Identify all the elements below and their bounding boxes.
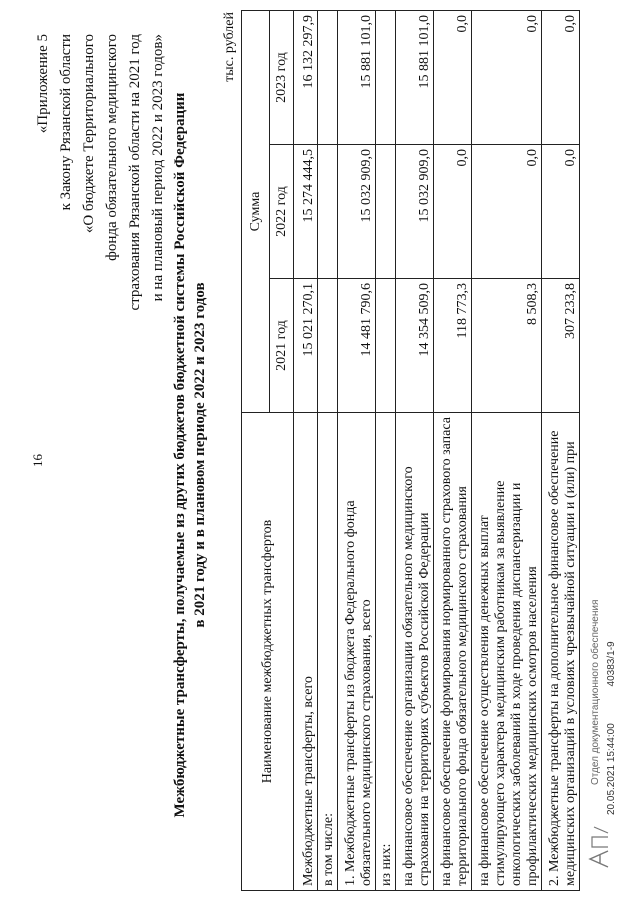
row-name: из них: — [376, 413, 396, 891]
row-name: Межбюджетные трансферты, всего — [294, 413, 318, 891]
column-header-sum: Сумма — [242, 11, 270, 413]
appendix-line: фонда обязательного медицинского — [104, 34, 120, 261]
column-header-year: 2021 год — [270, 279, 294, 413]
units-label: тыс. рублей — [222, 12, 237, 82]
page-number: 16 — [30, 454, 45, 467]
row-value — [318, 11, 338, 145]
row-value — [376, 145, 396, 279]
footer-doc-number: 40383/1-9 — [606, 641, 617, 687]
footer-meta — [606, 607, 617, 815]
row-value: 0,0 — [542, 11, 580, 145]
table-row — [396, 11, 434, 891]
row-name: 1. Межбюджетные трансферты из бюджета Федерального фонда обязательного медицинского страхования, всего — [338, 413, 376, 891]
column-header-name: Наименование межбюджетных трансфертов — [242, 413, 294, 891]
row-value: 0,0 — [472, 145, 542, 279]
appendix-line: и на плановый период 2022 и 2023 годов» — [150, 34, 166, 302]
stamp-caption: Отдел документационного обеспечения — [590, 599, 601, 785]
appendix-line: «Приложение 5 — [35, 34, 51, 134]
row-value: 8 508,3 — [472, 279, 542, 413]
row-value: 15 032 909,0 — [338, 145, 376, 279]
stamp-emblem-icon — [582, 821, 612, 871]
row-value: 118 773,3 — [434, 279, 472, 413]
row-value — [318, 145, 338, 279]
title-line-2: в 2021 году и в плановом периоде 2022 и 2023 годов — [192, 282, 208, 628]
appendix-line: «О бюджете Территориального — [81, 34, 97, 234]
row-name: в том числе: — [318, 413, 338, 891]
row-value: 15 032 909,0 — [396, 145, 434, 279]
row-value: 16 132 297,9 — [294, 11, 318, 145]
column-header-year: 2023 год — [270, 11, 294, 145]
table-row — [294, 11, 318, 891]
row-value: 307 233,8 — [542, 279, 580, 413]
row-value — [318, 279, 338, 413]
table-row — [472, 11, 542, 891]
transfers-table — [241, 10, 580, 891]
appendix-line: страхования Рязанской области на 2021 год — [127, 34, 143, 311]
row-value — [376, 11, 396, 145]
row-value: 0,0 — [472, 11, 542, 145]
footer-datetime: 20.05.2021 15:44:00 — [606, 723, 617, 815]
row-value: 14 481 790,6 — [338, 279, 376, 413]
table-row — [542, 11, 580, 891]
appendix-line: к Закону Рязанской области — [58, 34, 74, 211]
row-value: 15 881 101,0 — [338, 11, 376, 145]
row-value: 15 274 444,5 — [294, 145, 318, 279]
title-line-1: Межбюджетные трансферты, получаемые из других бюджетов бюджетной системы Российской Федерации — [172, 92, 188, 818]
row-name: 2. Межбюджетные трансферты на дополнительное финансовое обеспечение медицинских организаций в условиях чрезвычайной ситуации и (или) при — [542, 413, 580, 891]
row-value: 0,0 — [434, 145, 472, 279]
row-value: 0,0 — [542, 145, 580, 279]
table-row — [434, 11, 472, 891]
row-value — [376, 279, 396, 413]
table-header-row — [242, 11, 270, 891]
row-name: на финансовое обеспечение организации обязательного медицинского страхования на территориях субъектов Российской Федерации — [396, 413, 434, 891]
row-value: 14 354 509,0 — [396, 279, 434, 413]
table-row — [318, 11, 338, 891]
row-name: на финансовое обеспечение формирования нормированного страхового запаса территориального фонда обязательного медицинского страхования — [434, 413, 472, 891]
table-row — [338, 11, 376, 891]
appendix-header — [32, 34, 170, 454]
row-name: на финансовое обеспечение осуществления денежных выплат стимулирующего характера медицинским работникам за выявление онкологических заболеваний в ходе проведения диспансеризации и профилактических медицинских осмотров населения — [472, 413, 542, 891]
row-value: 15 881 101,0 — [396, 11, 434, 145]
document-title — [170, 65, 210, 845]
table-row — [376, 11, 396, 891]
row-value: 0,0 — [434, 11, 472, 145]
row-value: 15 021 270,1 — [294, 279, 318, 413]
column-header-year: 2022 год — [270, 145, 294, 279]
